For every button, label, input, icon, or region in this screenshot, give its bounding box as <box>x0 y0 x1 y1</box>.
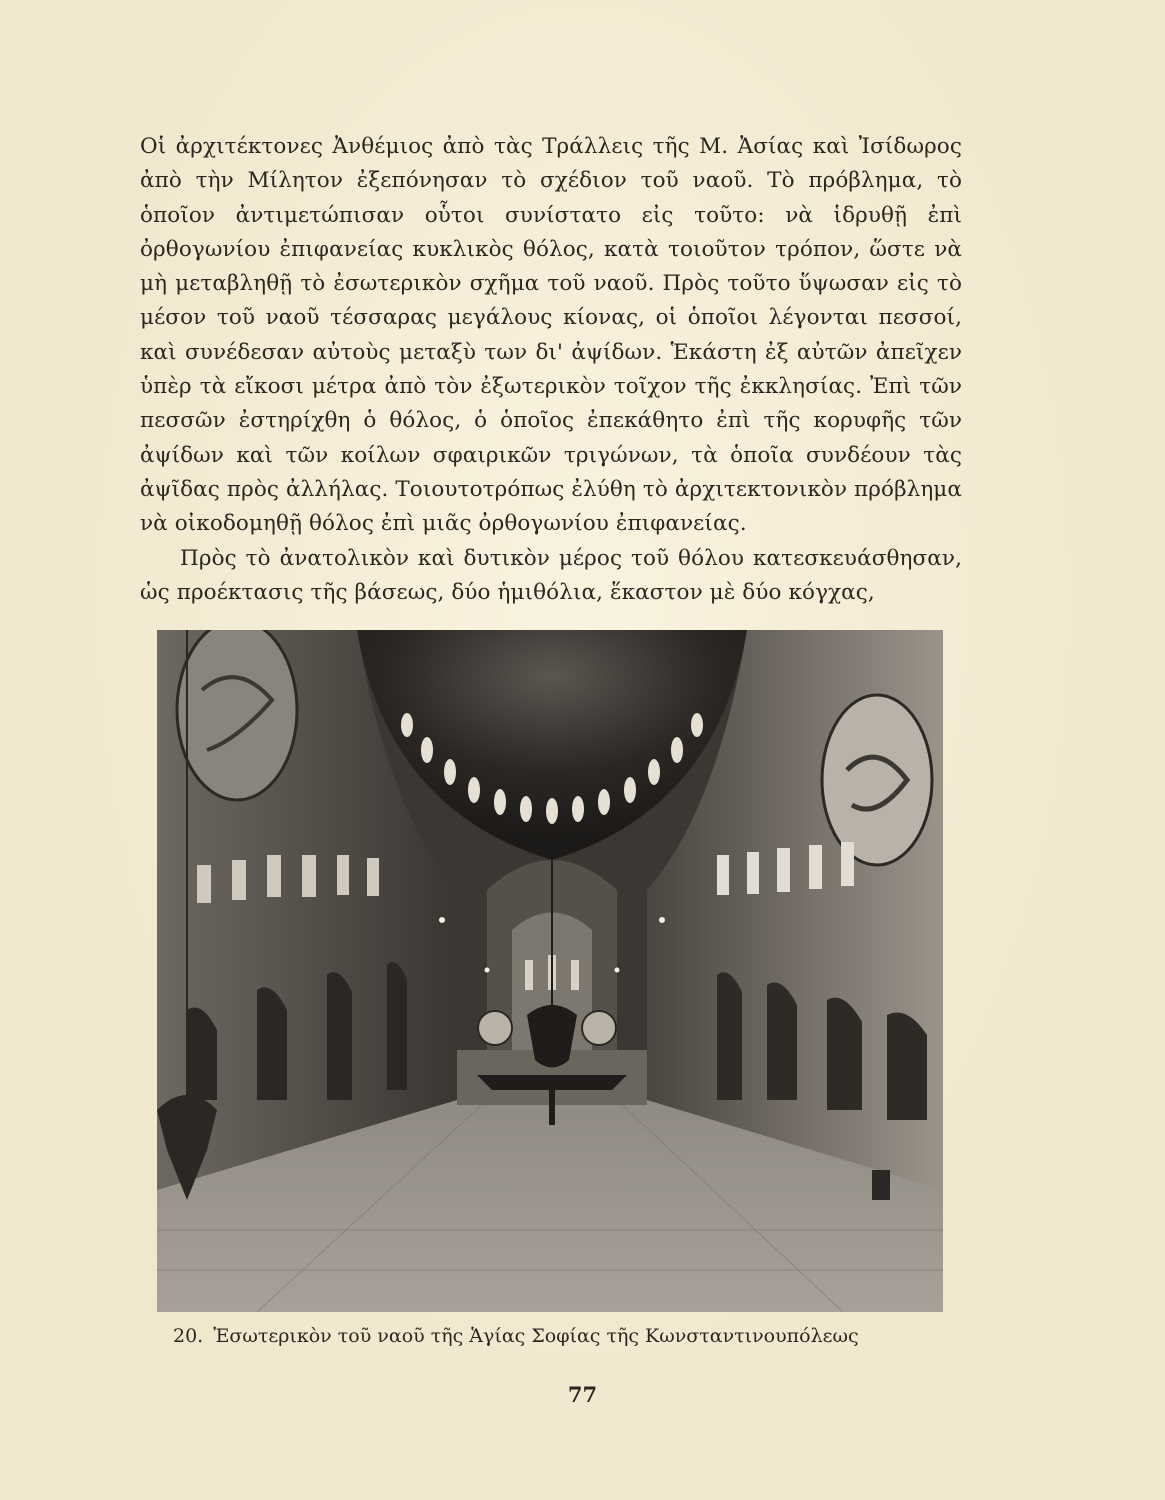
paragraph-1: Οἱ ἀρχιτέκτονες Ἀνθέμιος ἀπὸ τὰς Τράλλεις τῆς Μ. Ἀσίας καὶ Ἰσίδωρος ἀπὸ τὴν Μίλητον ἐξεπόνησαν τὸ σχέδιον τοῦ ναοῦ. Τὸ πρόβλημα, τὸ ὁποῖον ἀντιμετώπισαν οὗτοι συνίστατο εἰς τοῦτο: νὰ ἱδρυθῇ ἐπὶ ὀρθογωνίου ἐπιφανείας κυκλικὸς θόλος, κατὰ τοιοῦτον τρόπον, ὥστε νὰ μὴ μεταβληθῇ τὸ ἐσωτερικὸν σχῆμα τοῦ ναοῦ. Πρὸς τοῦτο ὕψωσαν εἰς τὸ μέσον τοῦ ναοῦ τέσσαρας μεγάλους κίονας, οἱ ὁποῖοι λέγονται πεσσοί, καὶ συνέδεσαν αὐτοὺς μεταξὺ των δι' ἀψίδων. Ἑκάστη ἐξ αὐτῶν ἀπεῖχεν ὑπὲρ τὰ εἴκοσι μέτρα ἀπὸ τὸν ἐξωτερικὸν τοῖχον τῆς ἐκκλησίας. Ἐπὶ τῶν πεσσῶν ἐστηρίχθη ὁ θόλος, ὁ ὁποῖος ἐπεκάθητο ἐπὶ τῆς κορυφῆς τῶν ἀψίδων καὶ τῶν κοίλων σφαιρικῶν τριγώνων, τὰ ὁποῖα συνδέουν τὰς ἀψῖδας πρὸς ἀλλήλας. Τοιουτοτρόπως ἐλύθη τὸ ἀρχιτεκτονικὸν πρόβλημα νὰ οἰκοδομηθῇ θόλος ἐπὶ μιᾶς ὀρθογωνίου ἐπιφανείας. <box>140 134 962 537</box>
figure-caption-text: Ἐσωτερικὸν τοῦ ναοῦ τῆς Ἁγίας Σοφίας τῆς Κωνσταντινουπόλεως <box>213 1325 859 1347</box>
body-text <box>140 130 962 610</box>
hagia-sophia-interior-photo <box>157 630 943 1312</box>
paragraph-2: Πρὸς τὸ ἀνατολικὸν καὶ δυτικὸν μέρος τοῦ θόλου κατεσκευάσθησαν, ὡς προέκτασις τῆς βάσεως, δύο ἡμιθόλια, ἕκαστον μὲ δύο κόγχας, <box>140 545 962 605</box>
page-number: 77 <box>567 1382 598 1407</box>
figure-caption <box>173 1322 933 1350</box>
figure-number: 20. <box>173 1325 204 1347</box>
